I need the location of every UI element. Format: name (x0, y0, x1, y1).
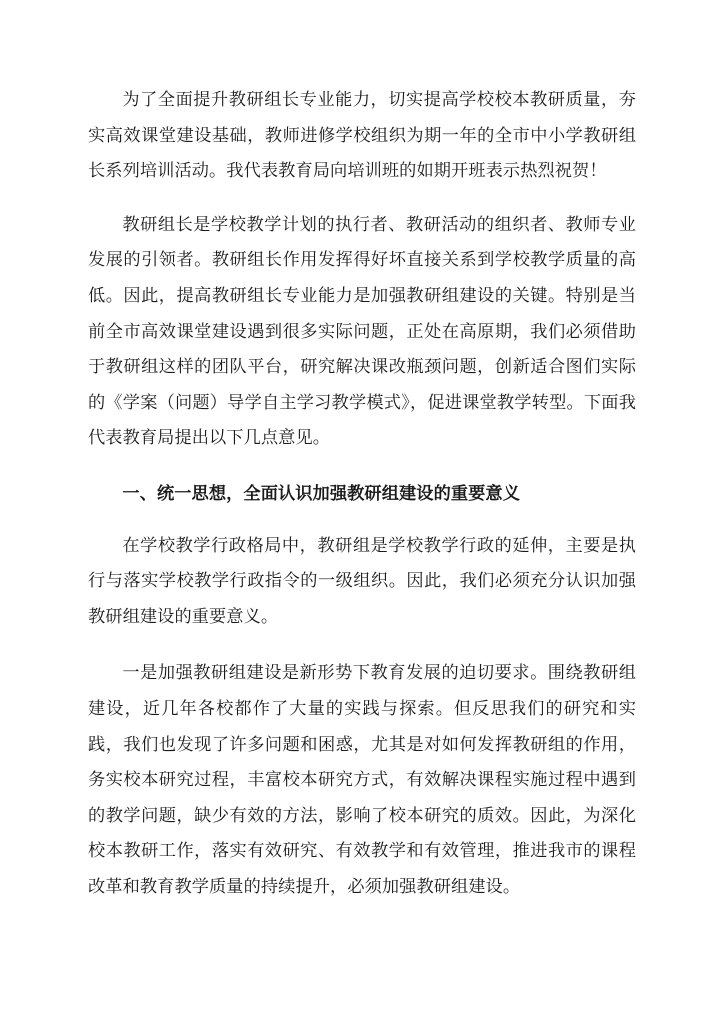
paragraph-admin-structure: 在学校教学行政格局中，教研组是学校教学行政的延伸，主要是执行与落实学校教学行政指令的一级组织。因此，我们必须充分认识加强教研组建设的重要意义。 (88, 535, 636, 627)
paragraph-role-of-leaders: 教研组长是学校教学计划的执行者、教研活动的组织者、教师专业发展的引领者。教研组长作用发挥得好坏直接关系到学校教学质量的高低。因此，提高教研组长专业能力是加强教研组建设的关键。特别是当前全市高效课堂建设遇到很多实际问题，正处在高原期，我们必须借助于教研组这样的团队平台，研究解决课改瓶颈问题，创新适合图们实际的《学案（问题）导学自主学习教学模式》，促进课堂教学转型。下面我代表教育局提出以下几点意见。 (88, 214, 636, 449)
section-heading-1: 一、统一思想，全面认识加强教研组建设的重要意义 (122, 483, 521, 504)
paragraph-intro: 为了全面提升教研组长专业能力，切实提高学校校本教研质量，夯实高效课堂建设基础，教师进修学校组织为期一年的全市中小学教研组长系列培训活动。我代表教育局向培训班的如期开班表示热烈祝贺！ (88, 90, 636, 182)
document-body (88, 83, 636, 905)
paragraph-point-one: 一是加强教研组建设是新形势下教育发展的迫切要求。围绕教研组建设，近几年各校都作了大量的实践与探索。但反思我们的研究和实践，我们也发现了许多问题和困惑，尤其是对如何发挥教研组的作用，务实校本研究过程，丰富校本研究方式，有效解决课程实施过程中遇到的教学问题，缺少有效的方法，影响了校本研究的质效。因此，为深化校本教研工作，落实有效研究、有效教学和有效管理，推进我市的课程改革和教育教学质量的持续提升，必须加强教研组建设。 (88, 663, 636, 897)
